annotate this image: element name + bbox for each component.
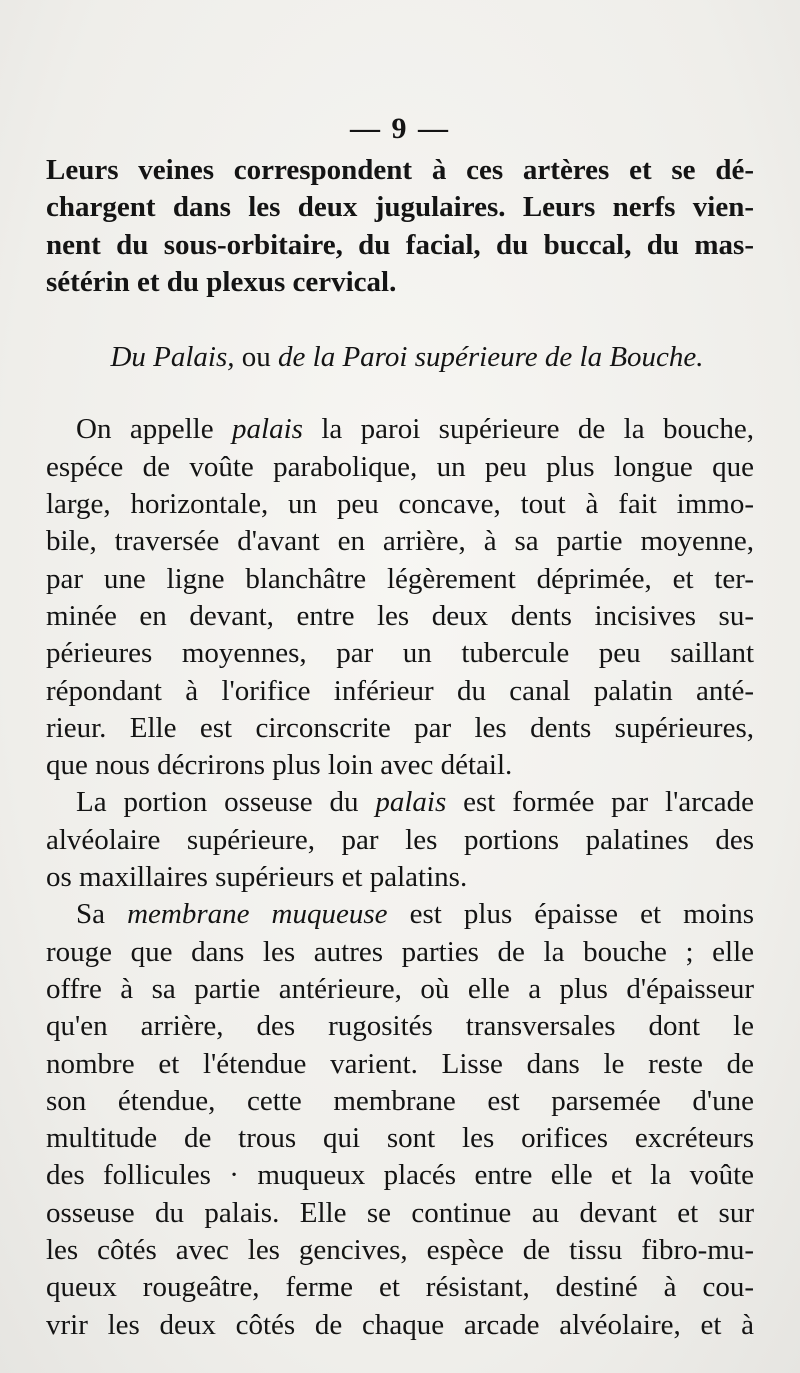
emphasized-term: membrane muqueuse	[127, 898, 388, 931]
emphasized-term: palais	[375, 786, 447, 819]
paragraph-veins-nerves	[46, 152, 754, 301]
heading-part: ou	[241, 341, 271, 374]
text-line: nombre et l'étendue varient. Lisse dans le reste de	[46, 1047, 754, 1080]
text-line: des follicules · muqueux placés entre elle et la voûte	[46, 1159, 754, 1192]
paragraph-palate-definition	[46, 411, 754, 784]
text-line: queux rougeâtre, ferme et résistant, destiné à cou-	[46, 1271, 754, 1304]
text-line: minée en devant, entre les deux dents incisives su-	[46, 599, 754, 632]
text-line: osseuse du palais. Elle se continue au devant et sur	[46, 1196, 754, 1229]
text-line: bile, traversée d'avant en arrière, à sa partie moyenne,	[46, 525, 754, 558]
section-heading	[46, 339, 754, 376]
text-line: multitude de trous qui sont les orifices excréteurs	[46, 1122, 754, 1155]
paragraph-mucous-membrane	[46, 896, 754, 1344]
text-line: qu'en arrière, des rugosités transversales dont le	[46, 1010, 754, 1043]
text-line: périeures moyennes, par un tubercule peu saillant	[46, 637, 754, 670]
text-line: espéce de voûte parabolique, un peu plus longue que	[46, 450, 754, 483]
text-line: os maxillaires supérieurs et palatins.	[46, 861, 468, 894]
text-line: Sa membrane muqueuse est plus épaisse et moins	[76, 898, 754, 931]
text-line: large, horizontale, un peu concave, tout à fait immo-	[46, 488, 754, 521]
text-line: vrir les deux côtés de chaque arcade alvéolaire, et à	[46, 1308, 754, 1341]
text-line: sétérin et du plexus cervical.	[46, 265, 397, 298]
text-line: les côtés avec les gencives, espèce de tissu fibro-mu-	[46, 1234, 754, 1267]
text-line: Leurs veines correspondent à ces artères et se dé-	[46, 154, 754, 186]
text-line: chargent dans les deux jugulaires. Leurs nerfs vien-	[46, 191, 754, 224]
text-line: alvéolaire supérieure, par les portions palatines des	[46, 823, 754, 856]
paragraph-bony-portion	[46, 784, 754, 896]
text-line: offre à sa partie antérieure, où elle a plus d'épaisseur	[46, 972, 754, 1005]
text-line: rouge que dans les autres parties de la bouche ; elle	[46, 935, 754, 968]
text-line: répondant à l'orifice inférieur du canal palatin anté-	[46, 674, 754, 707]
page-number: — 9 —	[350, 112, 450, 145]
text-line: que nous décrirons plus loin avec détail.	[46, 749, 513, 782]
text-line: son étendue, cette membrane est parsemée d'une	[46, 1084, 754, 1117]
page-body	[46, 152, 754, 1344]
text-line: On appelle palais la paroi supérieure de la bouche,	[76, 413, 754, 446]
heading-part: de la Paroi supérieure de la Bouche.	[278, 341, 704, 374]
text-line: nent du sous-orbitaire, du facial, du buccal, du mas-	[46, 228, 754, 261]
heading-part: Du Palais,	[110, 341, 235, 374]
text-line: rieur. Elle est circonscrite par les dents supérieures,	[46, 711, 754, 744]
text-line: La portion osseuse du palais est formée par l'arcade	[76, 786, 754, 819]
text-line: par une ligne blanchâtre légèrement déprimée, et ter-	[46, 562, 754, 595]
emphasized-term: palais	[232, 413, 303, 446]
